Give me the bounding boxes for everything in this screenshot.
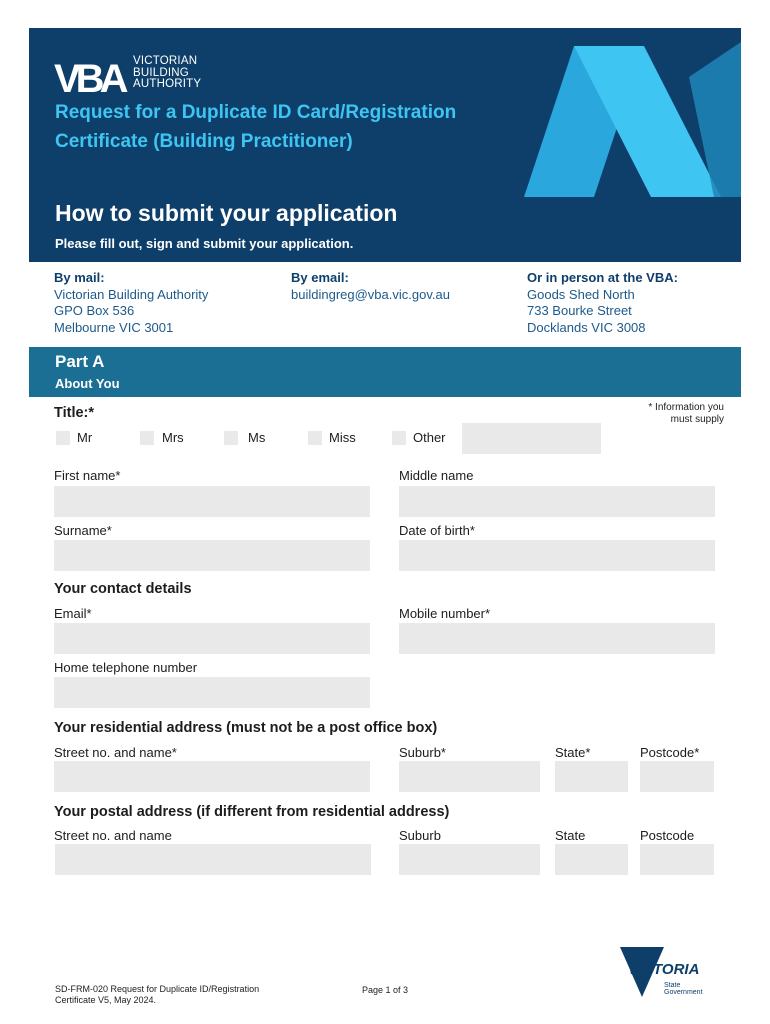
svg-text:State: State: [664, 982, 681, 989]
page-number: Page 1 of 3: [362, 985, 409, 995]
mail-line: Victorian Building Authority: [54, 286, 209, 302]
title-other-checkbox[interactable]: [392, 431, 406, 445]
res-postcode-field[interactable]: [640, 761, 714, 792]
post-street-label: Street no. and name: [54, 828, 172, 843]
home-phone-label: Home telephone number: [54, 660, 198, 675]
vba-logo-mark: [54, 56, 132, 96]
dob-label: Date of birth*: [399, 523, 475, 538]
form-title-line-1: Request for a Duplicate ID Card/Registration: [55, 102, 457, 123]
dob-field[interactable]: [399, 540, 715, 571]
res-postcode-label: Postcode*: [640, 745, 700, 760]
title-mr-checkbox[interactable]: [56, 431, 70, 445]
form-code-line-2: Certificate V5, May 2024.: [55, 995, 157, 1005]
required-note-line-2: must supply: [670, 413, 724, 425]
surname-field[interactable]: [54, 540, 370, 571]
residential-address-heading: Your residential address (must not be a post office box): [54, 720, 438, 736]
post-suburb-label: Suburb: [399, 828, 441, 843]
form-code-line-1: SD-FRM-020 Request for Duplicate ID/Registration: [55, 984, 260, 994]
form-title: [55, 98, 525, 156]
middle-name-label: Middle name: [399, 468, 474, 483]
res-street-field[interactable]: [54, 761, 370, 792]
in-person-heading: Or in person at the VBA:: [527, 270, 678, 285]
contact-in-person: [527, 270, 678, 336]
middle-name-field[interactable]: [399, 486, 715, 517]
post-postcode-field[interactable]: [640, 844, 714, 875]
contact-by-email: [291, 270, 450, 303]
title-mr-label: Mr: [77, 430, 93, 445]
title-miss-label: Miss: [329, 430, 356, 445]
post-suburb-field[interactable]: [399, 844, 540, 875]
post-postcode-label: Postcode: [640, 828, 695, 843]
required-note-line-1: * Information you: [648, 402, 724, 413]
title-mrs-label: Mrs: [162, 430, 184, 445]
res-suburb-label: Suburb*: [399, 745, 446, 760]
header-banner: [29, 28, 741, 262]
svg-text:VBA: VBA: [54, 57, 124, 96]
mail-line: GPO Box 536: [54, 303, 135, 318]
contact-by-mail: [54, 270, 208, 336]
postal-address-heading: Your postal address (if different from residential address): [54, 804, 450, 820]
mobile-field[interactable]: [399, 623, 715, 654]
title-ms-checkbox[interactable]: [224, 431, 238, 445]
logo-wordmark: [133, 56, 201, 91]
mobile-label: Mobile number*: [399, 606, 491, 621]
contact-details-heading: Your contact details: [54, 581, 192, 597]
post-street-field[interactable]: [55, 844, 371, 875]
svg-text:VICTORIA: VICTORIA: [628, 961, 700, 978]
form-title-line-2: Certificate (Building Practitioner): [55, 131, 353, 152]
title-label: Title:*: [54, 405, 95, 421]
mail-line: Melbourne VIC 3001: [54, 319, 174, 335]
title-other-field[interactable]: [462, 423, 601, 454]
res-state-field[interactable]: [555, 761, 628, 792]
home-phone-field[interactable]: [54, 677, 370, 708]
in-person-line: Docklands VIC 3008: [527, 319, 646, 335]
required-note: [624, 402, 724, 425]
title-miss-checkbox[interactable]: [308, 431, 322, 445]
logo-line-2: BUILDING: [133, 66, 189, 79]
post-state-field[interactable]: [555, 844, 628, 875]
res-suburb-field[interactable]: [399, 761, 540, 792]
logo-line-1: VICTORIAN: [133, 55, 198, 67]
hero-graphic: [524, 42, 741, 197]
res-state-label: State*: [555, 745, 591, 760]
how-to-submit-heading: How to submit your application: [55, 200, 398, 226]
victoria-government-logo: [618, 945, 718, 1005]
mail-heading: By mail:: [54, 270, 105, 285]
in-person-line: Goods Shed North: [527, 286, 635, 302]
email-field[interactable]: [54, 623, 370, 654]
how-to-submit-subtitle: Please fill out, sign and submit your application.: [55, 236, 354, 251]
svg-text:Government: Government: [664, 989, 703, 996]
title-mrs-checkbox[interactable]: [140, 431, 154, 445]
title-ms-label: Ms: [248, 430, 266, 445]
post-state-label: State: [555, 828, 586, 843]
vba-logo: [54, 56, 234, 96]
email-heading: By email:: [291, 270, 349, 285]
email-label: Email*: [54, 606, 92, 621]
part-a-title: Part A: [55, 352, 105, 371]
form-code: [55, 984, 295, 1006]
part-a-band: [29, 347, 741, 397]
part-a-subtitle: About You: [55, 376, 120, 391]
logo-line-3: AUTHORITY: [133, 78, 202, 90]
first-name-field[interactable]: [54, 486, 370, 517]
first-name-label: First name*: [54, 468, 121, 483]
in-person-line: 733 Bourke Street: [527, 303, 632, 318]
title-other-label: Other: [413, 430, 446, 445]
surname-label: Surname*: [54, 523, 112, 538]
res-street-label: Street no. and name*: [54, 745, 177, 760]
email-address-link[interactable]: buildingreg@vba.vic.gov.au: [291, 286, 450, 302]
